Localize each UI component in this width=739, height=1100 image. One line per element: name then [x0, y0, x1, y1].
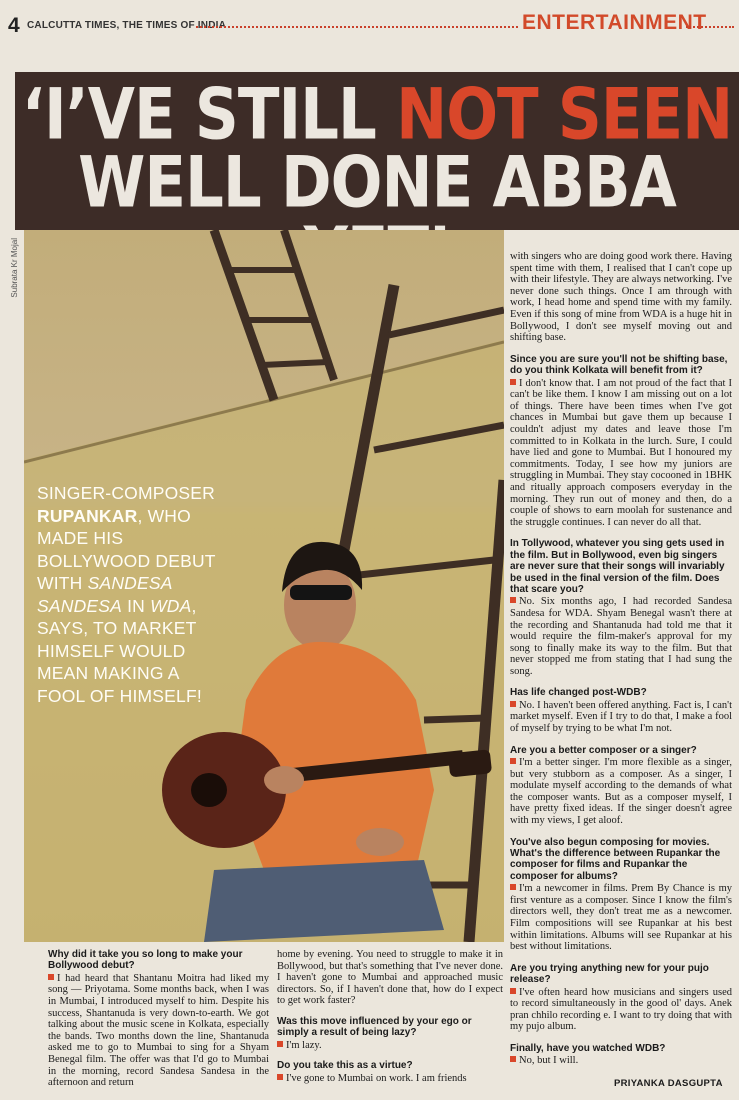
question: Why did it take you so long to make your Bollywood debut? — [48, 949, 243, 972]
qa-block — [510, 538, 732, 677]
article-column-2 — [277, 949, 503, 1093]
answer-marker-icon — [277, 1074, 283, 1080]
headline-highlight: NOT SEEN — [396, 74, 733, 156]
qa-block — [277, 1016, 503, 1051]
question: Are you trying anything new for your pujo release? — [510, 962, 709, 986]
byline: PRIYANKA DASGUPTA — [614, 1078, 723, 1089]
question: Finally, have you watched WDB? — [510, 1043, 666, 1054]
masthead: CALCUTTA TIMES, THE TIMES OF INDIA — [27, 20, 227, 31]
answer-marker-icon — [277, 1041, 283, 1047]
qa-block — [48, 949, 269, 1089]
answer: I'm lazy. — [286, 1039, 322, 1051]
answer-marker-icon — [510, 379, 516, 385]
answer: I had heard that Shantanu Moitra had liked my song — Priyotama. Some months back, when I was in Mumbai, I introduced myself to him. Despite his success, Shantanuda is very down-to-earth. We got talking about the music scene in Kolkata, especially the bands. Two months down the line, Shantanuda asked me to go to Mumbai to sing for a Shyam Benegal film. The offer was that I'd go to Mumbai in the morning, record Sandesa Sandesa in the afternoon and return — [48, 972, 269, 1089]
article-column-1 — [48, 949, 269, 1098]
question: In Tollywood, whatever you sing gets used in the film. But in Bollywood, even big singers are never sure that their songs will invariably be used in the final version of the film. Does that scare you? — [510, 538, 725, 595]
question: Has life changed post-WDB? — [510, 687, 647, 699]
answer: I'm a better singer. I'm more flexible as a singer, but very stubborn as a composer. As a singer, I modulate myself according to the demands of what the composer wants. But as a composer myself, I have pretty fixed ideas. If the singer doesn't agree with my views, I get aloof. — [510, 757, 732, 827]
article-column-right — [510, 251, 732, 1077]
question: Was this move influenced by your ego or simply a result of being lazy? — [277, 1015, 472, 1039]
answer-marker-icon — [510, 988, 516, 994]
question: You've also begun composing for movies. What's the difference between Rupankar the composer for films and Rupankar the composer for albums? — [510, 836, 721, 882]
qa-block — [510, 745, 732, 827]
paragraph: home by evening. You need to struggle to make it in Bollywood, but that's something that I've never done. I haven't gone to Mumbai and approached music directors. So, if I haven't done that, how do I expect to get work faster? — [277, 949, 503, 1007]
answer: No. I haven't been offered anything. Fact is, I can't market myself. Even if I try to do that, I make a fool of myself by trying to be what I'm not. — [510, 699, 732, 735]
divider-dotted-right — [686, 26, 734, 28]
headline-line-1: ‘I’VE STILL NOT SEEN — [21, 74, 733, 156]
photo-credit: Subrata Kr Mojal — [10, 238, 19, 298]
question: Do you take this as a virtue? — [277, 1060, 413, 1072]
qa-block — [277, 1060, 503, 1084]
question: Are you a better composer or a singer? — [510, 744, 697, 756]
answer-marker-icon — [510, 884, 516, 890]
answer: I'm a newcomer in films. Prem By Chance is my first venture as a composer. Since I know the film's directors well, they don't treat me as a newcomer. Film compositions will see Rupankar at his best within limitations. Albums will see Rupankar at his best without limitations. — [510, 883, 732, 953]
qa-block — [510, 354, 732, 529]
pull-quote: SINGER-COMPOSER RUPANKAR, WHO MADE HIS BOLLYWOOD DEBUT WITH SANDESA SANDESA IN WDA, SAYS, TO MARKET HIMSELF WOULD MEAN MAKING A FOOL OF HIMSELF! — [37, 483, 216, 706]
qa-block — [510, 1043, 732, 1067]
answer-marker-icon — [510, 1056, 516, 1062]
answer-marker-icon — [510, 597, 516, 603]
answer: I've gone to Mumbai on work. I am friends — [286, 1072, 467, 1084]
answer: No. Six months ago, I had recorded Sandesa Sandesa for WDA. Shyam Benegal wasn't there at the recording and Shantanuda had told me that it would require the film-maker's approval for my song to finally make its way to the film. But that never stopped me from stating that I had sung the song. — [510, 596, 732, 677]
page-number: 4 — [8, 14, 20, 37]
paragraph: with singers who are doing good work there. Having spent time with them, I realised that I can't cope up with their lifestyle. They are always networking. I've never done such things. Once I am through with work, I head home and spend time with my family. Even if this song of mine from WDA is a huge hit in Bollywood, I don't see myself moving out and shifting base. — [510, 251, 732, 344]
answer-marker-icon — [48, 974, 54, 980]
divider-dotted — [196, 26, 518, 28]
answer: I've often heard how musicians and singers used to record simultaneously in the good ol' days. Anek pran chhilo recording e. I want to try doing that with my pujo album. — [510, 986, 732, 1033]
qa-block — [510, 837, 732, 953]
answer-marker-icon — [510, 701, 516, 707]
section-title: ENTERTAINMENT — [522, 11, 707, 34]
qa-block — [510, 963, 732, 1033]
qa-block — [510, 687, 732, 734]
answer: No, but I will. — [519, 1055, 579, 1067]
headline-line-2: WELL DONE ABBA — [78, 142, 676, 224]
answer: I don't know that. I am not proud of the fact that I can't be like them. I know I am missing out on a lot of things. There have been times when I've got chances in Mumbai but gave them up because I couldn't adjust my dates and leave those I'm committed to in Kolkata in the lurch. Sure, I could have lied and gone to Mumbai. But I honoured my commitments. Today, I see how my juniors are struggling in Mumbai. They stay cocooned in 1BHK and ritually approach composers everyday in the morning. They run out of money and then, do a couple of shows to earn moolah for sustenance and the struggle continues. I can never do all that. — [510, 377, 732, 528]
answer-marker-icon — [510, 758, 516, 764]
question: Since you are sure you'll not be shifting base, do you think Kolkata will benefit from it? — [510, 353, 728, 377]
